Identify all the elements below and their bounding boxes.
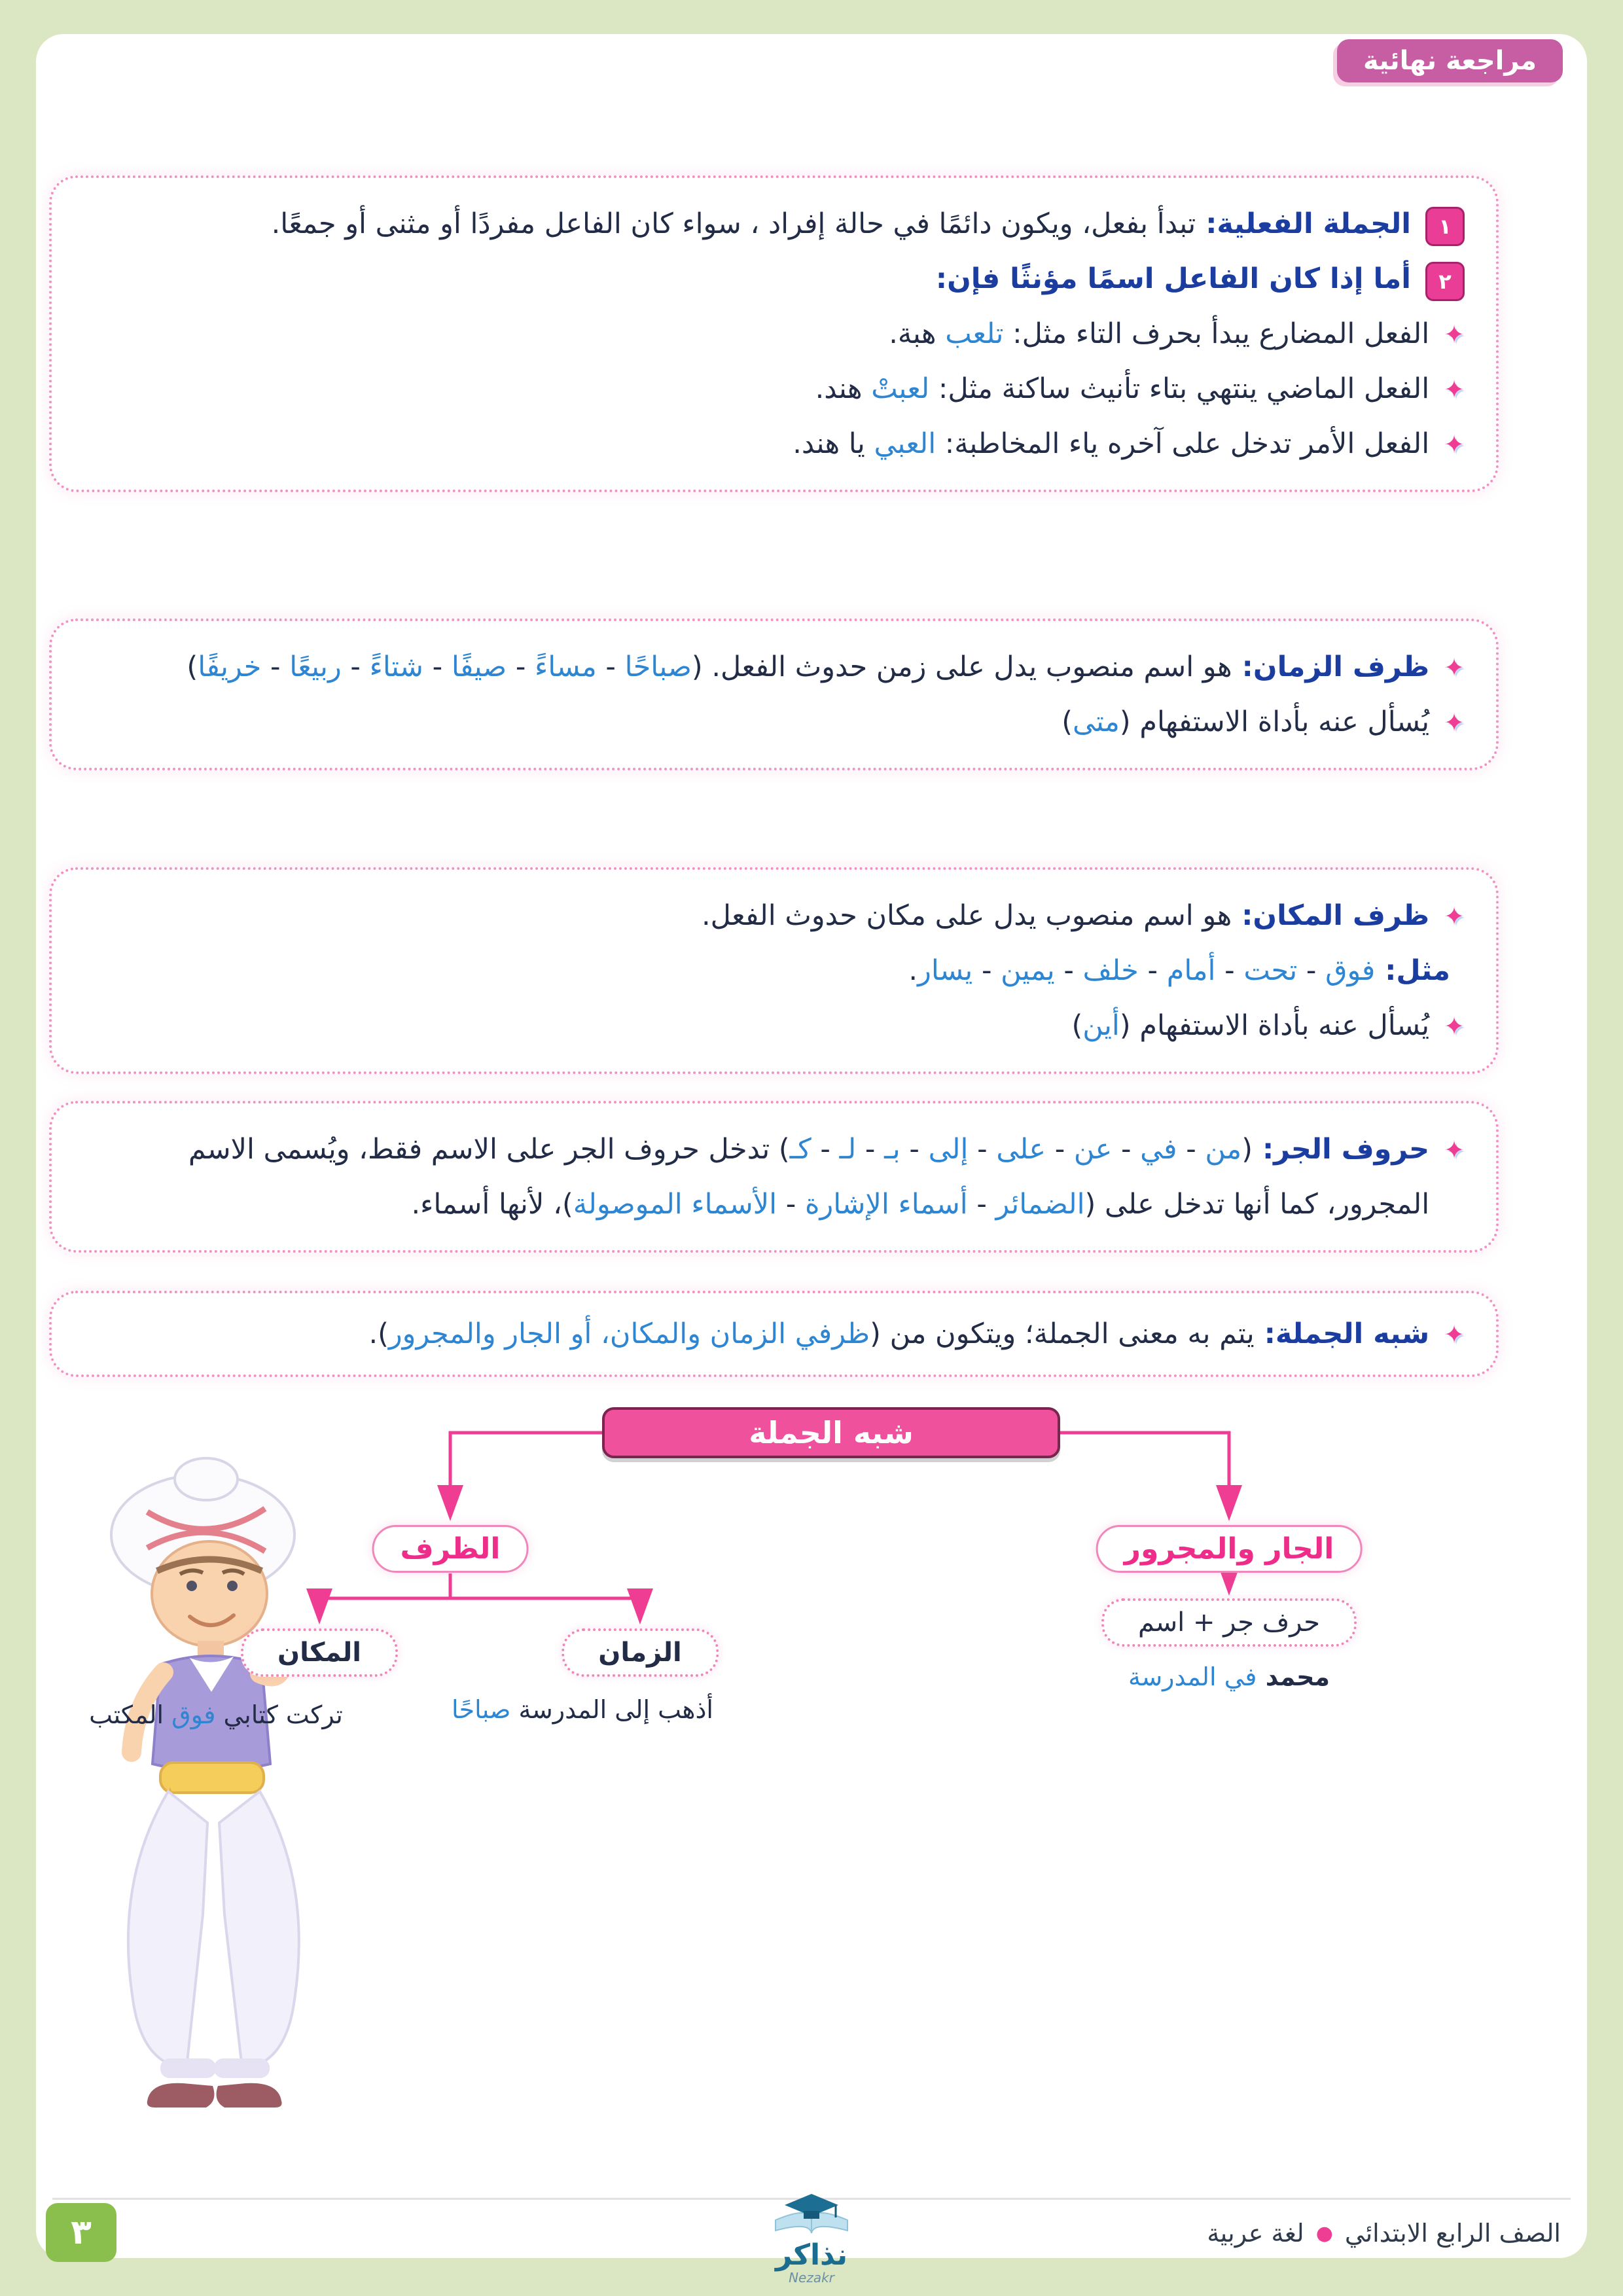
example-jar-sentence: محمد في المدرسة (1128, 1662, 1330, 1691)
rule-text: ظرف الزمان: هو اسم منصوب يدل على زمن حدوث الفعل. (صباحًا - مساءً - صيفًا - شتاءً - ربيعًا - خريفًا) (187, 651, 1430, 683)
rule-line (83, 361, 1465, 416)
diagram-branch-adverb: الظرف (372, 1525, 529, 1573)
diagram-root-quasi-sentence: شبه الجملة (602, 1407, 1060, 1458)
rule-text: ظرف المكان: هو اسم منصوب يدل على مكان حدوث الفعل. (701, 899, 1430, 932)
star-icon: ✦ (1444, 430, 1465, 459)
footer-course-text (1207, 2219, 1561, 2248)
rule-text: الفعل الأمر تدخل على آخره ياء المخاطبة: العبي يا هند. (793, 427, 1430, 460)
star-icon: ✦ (1444, 1136, 1465, 1164)
diagram-node-place: المكان (241, 1628, 398, 1677)
rule-line (83, 639, 1465, 694)
rule-text: أما إذا كان الفاعل اسمًا مؤنثًا فإن: (935, 262, 1411, 295)
logo-book-cap-icon (762, 2193, 861, 2238)
publisher-logo (762, 2193, 861, 2286)
rule-text: شبه الجملة: يتم به معنى الجملة؛ ويتكون من (ظرفي الزمان والمكان، أو الجار والمجرور). (368, 1318, 1430, 1350)
rule-box-prepositions (49, 1101, 1499, 1253)
rule-text: يُسأل عنه بأداة الاستفهام (أين) (1071, 1009, 1430, 1042)
rule-line (83, 306, 1465, 361)
rule-text: الفعل الماضي ينتهي بتاء تأنيث ساكنة مثل: لعبتْ هند. (815, 372, 1430, 405)
rule-line (83, 251, 1465, 306)
rule-text: حروف الجر: (من - في - عن - على - إلى - بـ - لـ - كـ) تدخل حروف الجر على الاسم فقط، ويُسمى الاسم المجرور، كما أنها تدخل على (الضمائر - أسماء الإشارة - الأسماء الموصولة)، لأنها أسماء. (188, 1133, 1430, 1221)
star-icon: ✦ (1444, 902, 1465, 931)
rule-line (83, 1122, 1465, 1232)
rule-box-quasi-sentence (49, 1291, 1499, 1377)
page-number-badge: ٣ (46, 2203, 116, 2262)
diagram-node-preposition-noun: حرف جر + اسم (1101, 1598, 1357, 1647)
star-icon: ✦ (1444, 1320, 1465, 1349)
star-icon: ✦ (1444, 375, 1465, 404)
diagram-branch-jar-majroor: الجار والمجرور (1096, 1525, 1363, 1573)
rule-line (83, 998, 1465, 1053)
logo-arabic-text: نذاكر (776, 2238, 847, 2272)
rule-box-adverb-place (49, 867, 1499, 1074)
rule-text: مثل: فوق - تحت - أمام - خلف - يمين - يسار. (908, 954, 1450, 987)
footer-subject: لغة عربية (1207, 2219, 1304, 2248)
rule-line (83, 943, 1465, 998)
number-badge: ٢ (1425, 262, 1465, 301)
footer-grade: الصف الرابع الابتدائي (1344, 2219, 1561, 2248)
rule-text: يُسأل عنه بأداة الاستفهام (متى) (1061, 706, 1430, 738)
final-review-badge: مراجعة نهائية (1337, 39, 1563, 82)
logo-latin-text: Nezakr (789, 2270, 834, 2286)
rule-box-verbal-sentence (49, 175, 1499, 492)
rule-line (83, 1306, 1465, 1361)
number-badge: ١ (1425, 207, 1465, 246)
star-icon: ✦ (1444, 1012, 1465, 1041)
star-icon: ✦ (1444, 708, 1465, 737)
quasi-sentence-diagram (0, 1388, 1623, 1806)
rule-line (83, 196, 1465, 251)
bullet-icon: ● (1315, 2221, 1333, 2245)
star-icon: ✦ (1444, 653, 1465, 682)
rule-line (83, 888, 1465, 943)
rule-line (83, 694, 1465, 749)
example-place-sentence: تركت كتابي فوق المكتب (89, 1700, 343, 1729)
rule-text: الفعل المضارع يبدأ بحرف التاء مثل: تلعب هبة. (889, 317, 1430, 350)
star-icon: ✦ (1444, 320, 1465, 349)
rule-text: الجملة الفعلية: تبدأ بفعل، ويكون دائمًا في حالة إفراد ، سواء كان الفاعل مفردًا أو مثنى أو جمعًا. (271, 207, 1411, 240)
rule-box-adverb-time (49, 619, 1499, 770)
rule-line (83, 416, 1465, 471)
example-time-sentence: أذهب إلى المدرسة صباحًا (452, 1695, 713, 1724)
diagram-node-time: الزمان (562, 1628, 719, 1677)
